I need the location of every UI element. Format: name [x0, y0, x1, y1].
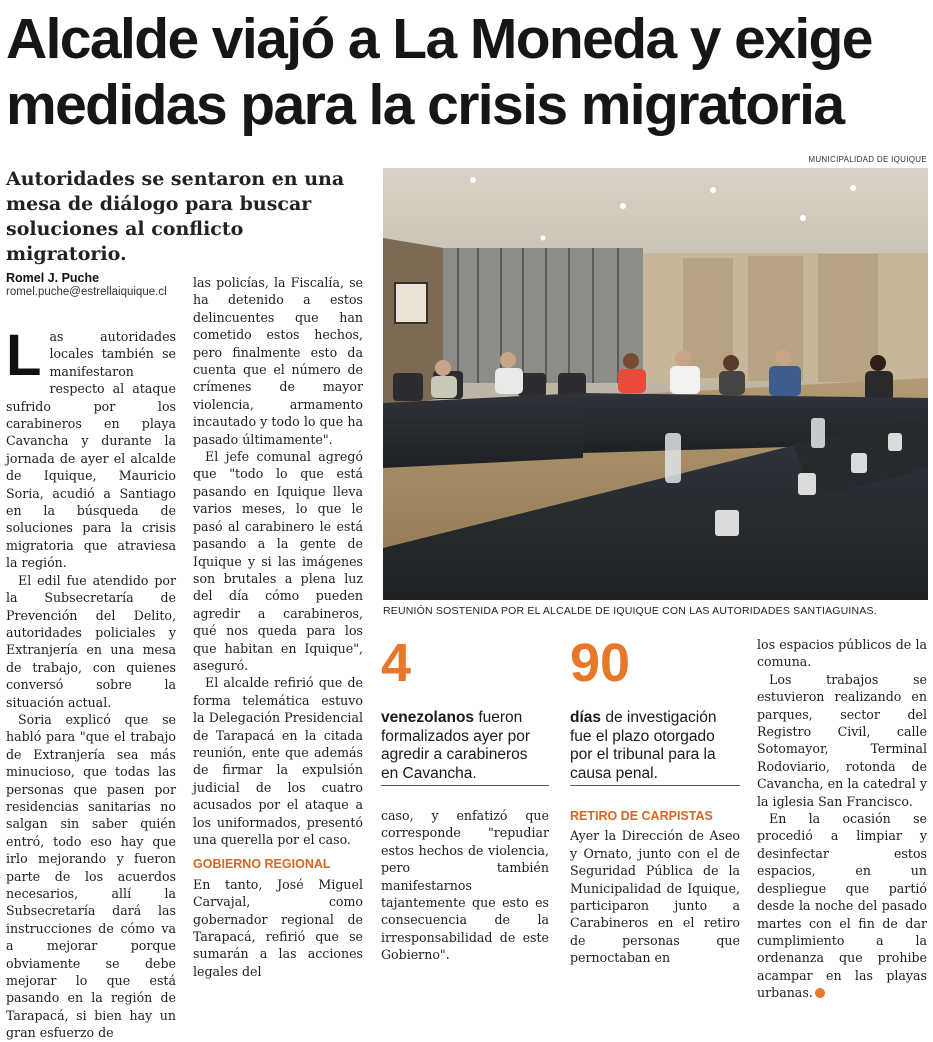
- headline-line-2: medidas para la crisis migratoria: [6, 73, 844, 137]
- photo-caption: REUNIÓN SOSTENIDA POR EL ALCALDE DE IQUIQUE CON LAS AUTORIDADES SANTIAGUINAS.: [383, 605, 877, 617]
- factbox-1-number: 4: [381, 633, 412, 693]
- article-column-4: [570, 805, 740, 967]
- factbox-2-divider: [570, 785, 740, 786]
- paragraph: El edil fue atendido por la Subsecretaría de Prevención del Delito, autoridades policiales y Extranjería en una mesa de trabajo, con quienes conversó sobre la situación actual.: [6, 572, 176, 710]
- paragraph: El alcalde refirió que de forma telemática estuvo la Delegación Presidencial de Tarapacá en la citada reunión, ente que además de firmar la expulsión judicial de los cuatro acusados por el ataque a los uniformados, presentó una querella por el caso.: [193, 675, 363, 847]
- drop-cap: L: [6, 323, 42, 388]
- paragraph: En tanto, José Miguel Carvajal, como gobernador regional de Tarapacá, refirió que se sumarán a las acciones legales del: [193, 876, 363, 979]
- headline-line-1: Alcalde viajó a La Moneda y exige: [6, 7, 872, 71]
- article-column-3: [381, 807, 549, 964]
- article-column-5: [757, 636, 927, 1002]
- meeting-photo: [383, 168, 928, 600]
- byline: [6, 271, 167, 298]
- paragraph: Las autoridades locales también se manifestaron respecto al ataque sufrido por los carabineros en playa Cavancha y durante la jornada de ayer el alcalde de Iquique, Mauricio Soria, acudió a Santiago en la búsqueda de soluciones para la crisis migratoria que atraviesa la región.: [6, 323, 176, 571]
- author-email[interactable]: romel.puche@estrellaiquique.cl: [6, 286, 167, 298]
- paragraph: Soria explicó que se habló para "que el trabajo de Extranjería sea más minucioso, que todas las personas que pasen por residencias sanitarias no salgan sin saber quién entró, todo eso hay que irlo mejorando y fueron parte de los acuerdos necesarios, allí la Subsecretaría dará las instrucciones de cómo va a mejorar porque obviamente se debe mejorar lo que está pasando en la región de Tarapacá, si bien hay un gran esfuerzo de: [6, 711, 176, 1041]
- paragraph: En la ocasión se procedió a limpiar y desinfectar estos espacios, en un despliegue que partió desde la noche del pasado martes con el fin de dar cumplimiento a la ordenanza que prohibe acampar en las playas urbanas.: [757, 811, 927, 1001]
- paragraph: las policías, la Fiscalía, se ha detenido a estos delincuentes que han cometido estos hechos, pero finalmente esto da cuenta que el número de crímenes de mayor violencia, armamento incautado y todo lo que ha pasado últimamente".: [193, 275, 363, 447]
- author-name: Romel J. Puche: [6, 271, 100, 285]
- factbox-1-text: venezolanos fueron formalizados ayer por agredir a carabineros en Cavancha.: [381, 709, 531, 782]
- subheading-retiro-carpistas: RETIRO DE CARPISTAS: [570, 809, 713, 823]
- photo-credit: MUNICIPALIDAD DE IQUIQUE: [808, 155, 927, 164]
- paragraph: El jefe comunal agregó que "todo lo que está pasando en Iquique lleva varios meses, lo que le pasó al carabinero le está pasando a la gente de Iquique y si las imágenes son brutales a plena luz del día cómo pueden agredir a carabineros, qué nos queda para los que habitan en Iquique", aseguró.: [193, 449, 363, 673]
- end-of-article-icon: [815, 988, 825, 998]
- subheading-gobierno-regional: GOBIERNO REGIONAL: [193, 857, 331, 872]
- factbox-2-text: días de investigación fue el plazo otorgado por el tribunal para la causa penal.: [570, 709, 717, 782]
- paragraph: los espacios públicos de la comuna.: [757, 637, 927, 670]
- paragraph: Los trabajos se estuvieron realizando en parques, sector del Registro Civil, calle Sotomayor, Terminal Rodoviario, rotonda de Cavancha, en la catedral y la iglesia San Francisco.: [757, 671, 927, 809]
- article-column-1: [6, 323, 176, 1042]
- factbox-2-number: 90: [570, 633, 631, 693]
- factbox-1-divider: [381, 785, 549, 786]
- article-column-2: [193, 274, 363, 980]
- deck-subtitle: Autoridades se sentaron en una mesa de diálogo para buscar soluciones al conflicto migratorio.: [6, 168, 345, 265]
- meeting-room-illustration: [383, 168, 928, 600]
- paragraph: Ayer la Dirección de Aseo y Ornato, junto con el de Seguridad Pública de la Municipalidad de Iquique, participaron junto a Carabineros en el retiro de personas que pernoctaban en: [570, 828, 740, 966]
- paragraph: caso, y enfatizó que corresponde "repudiar estos hechos de violencia, pero también manifestarnos tajantemente que esto es consecuencia de la irresponsabilidad de este Gobierno".: [381, 808, 549, 963]
- headline: [6, 6, 931, 138]
